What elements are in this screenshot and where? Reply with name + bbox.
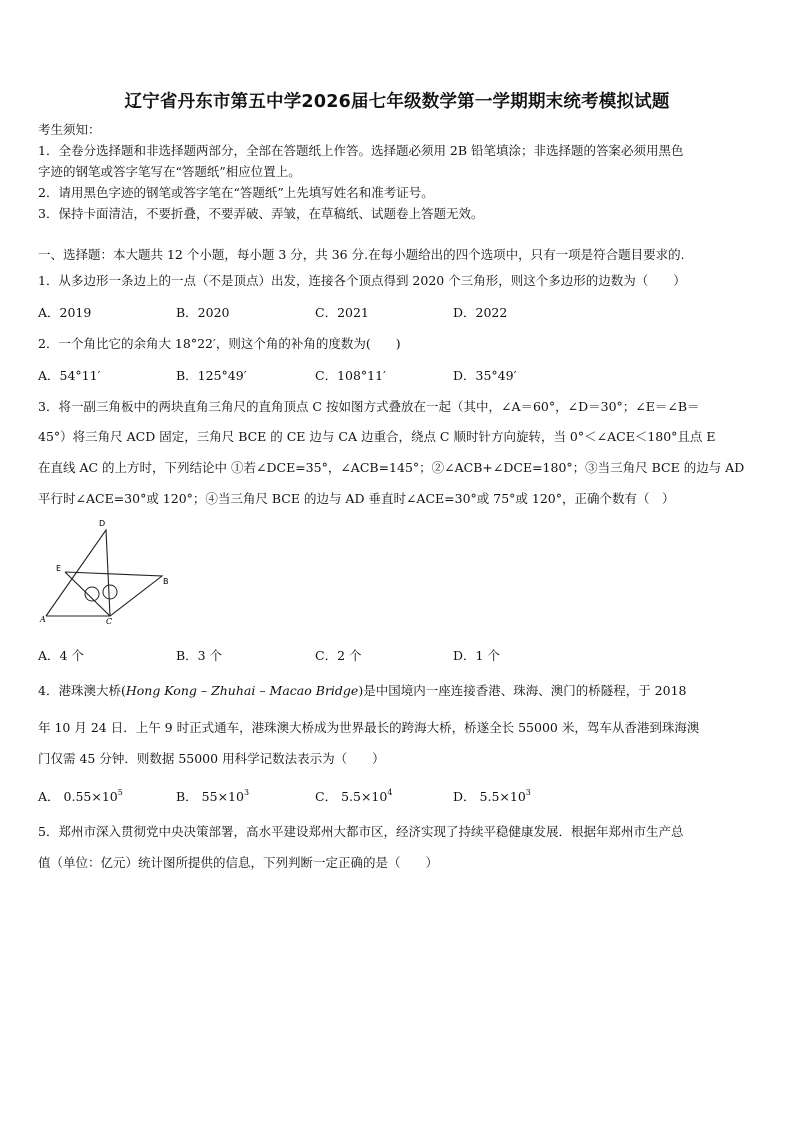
q1-stem: 1．从多边形一条边上的一点（不是顶点）出发，连接各个顶点得到 2020 个三角形，则这个多边形的边数为（ ） — [38, 273, 686, 288]
label-b: B — [163, 577, 169, 586]
q3-line-2: 45°）将三角尺 ACD 固定，三角尺 BCE 的 CE 边与 CA 边重合，绕点 C 顺时针方向旋转，当 0°＜∠ACE＜180°且点 E — [38, 429, 716, 444]
q5-line-1: 5．郑州市深入贯彻党中央决策部署，高水平建设郑州大都市区，经济实现了持续平稳健康发展．根据年郑州市生产总 — [38, 824, 684, 839]
q2-option-a: A．54°11′ — [38, 368, 101, 383]
triangle-figure — [36, 516, 176, 628]
q4-option-d-label: D． — [453, 789, 476, 804]
q4-option-c-label: C． — [315, 789, 338, 804]
q4-option-d — [453, 787, 531, 805]
section-heading: 一、选择题：本大题共 12 个小题，每小题 3 分，共 36 分.在每小题给出的四个选项中，只有一项是符合题目要求的. — [38, 247, 685, 262]
exam-title: 辽宁省丹东市第五中学2026届七年级数学第一学期期末统考模拟试题 — [124, 92, 670, 112]
q1-option-c: C．2021 — [315, 305, 369, 320]
q1-option-d: D．2022 — [453, 305, 508, 320]
q4-line-1 — [38, 681, 687, 699]
angle-arc-right — [103, 585, 117, 599]
q4-line-2: 年 10 月 24 日．上午 9 时正式通车，港珠澳大桥成为世界最长的跨海大桥，桥遂全长 55000 米，驾车从香港到珠海澳 — [38, 720, 700, 735]
q4-option-a-label: A． — [38, 789, 60, 804]
label-e: E — [56, 564, 62, 573]
notice-line-3: 3．保持卡面清洁，不要折叠，不要弄破、弄皱，在草稿纸、试题卷上答题无效。 — [38, 206, 484, 221]
q4-line-1-start: 4．港珠澳大桥( — [38, 683, 126, 698]
q3-option-b: B．3 个 — [176, 648, 223, 663]
q4-option-b-label: B． — [176, 789, 198, 804]
notice-line-1b: 字迹的钢笔或答字笔写在“答题纸”相应位置上。 — [38, 164, 301, 179]
q4-option-c-exp: 4 — [387, 788, 393, 797]
q3-option-c: C．2 个 — [315, 648, 362, 663]
q2-option-b: B．125°49′ — [176, 368, 247, 383]
q3-option-d: D．1 个 — [453, 648, 500, 663]
q4-option-d-base: 5.5×10 — [479, 789, 526, 804]
q4-option-c-base: 5.5×10 — [341, 789, 388, 804]
notice-heading: 考生须知： — [38, 122, 101, 137]
q1-option-a: A．2019 — [38, 305, 92, 320]
label-c: C — [106, 617, 113, 626]
q4-option-b-base: 55×10 — [201, 789, 244, 804]
q4-line-3: 门仅需 45 分钟．则数据 55000 用科学记数法表示为（ ） — [38, 751, 385, 766]
q2-option-c: C．108°11′ — [315, 368, 386, 383]
q2-option-d: D．35°49′ — [453, 368, 517, 383]
notice-line-2: 2．请用黑色字迹的钢笔或答字笔在“答题纸”上先填写姓名和准考证号。 — [38, 185, 434, 200]
q4-option-d-exp: 3 — [525, 788, 531, 797]
triangle-bce — [65, 572, 162, 616]
q3-line-4: 平行时∠ACE=30°或 120°；④当三角尺 BCE 的边与 AD 垂直时∠ACE=30°或 75°或 120°，正确个数有（ ） — [38, 491, 675, 506]
q4-option-c — [315, 787, 392, 805]
q4-bridge-english: Hong Kong – Zhuhai – Macao Bridge — [125, 683, 359, 698]
q1-option-b: B．2020 — [176, 305, 230, 320]
q2-stem: 2．一个角比它的余角大 18°22′，则这个角的补角的度数为( ) — [38, 336, 401, 351]
notice-line-1: 1．全卷分选择题和非选择题两部分，全部在答题纸上作答。选择题必须用 2B 铅笔填涂；非选择题的答案必须用黑色 — [38, 143, 684, 158]
q3-line-1: 3．将一副三角板中的两块直角三角尺的直角顶点 C 按如图方式叠放在一起（其中，∠A＝60°，∠D＝30°；∠E＝∠B＝ — [38, 399, 700, 414]
q4-option-a-exp: 5 — [117, 788, 123, 797]
q4-option-a — [38, 787, 123, 805]
label-d: D — [99, 519, 106, 528]
q3-line-3: 在直线 AC 的上方时，下列结论中 ①若∠DCE=35°，∠ACB=145°；②∠ACB+∠DCE=180°；③当三角尺 BCE 的边与 AD — [38, 460, 745, 475]
q4-option-b — [176, 787, 249, 805]
q5-line-2: 值（单位：亿元）统计图所提供的信息，下列判断一定正确的是（ ） — [38, 855, 439, 870]
q4-option-a-base: 0.55×10 — [63, 789, 118, 804]
label-a: A — [40, 615, 46, 624]
q4-line-1-end: )是中国境内一座连接香港、珠海、澳门的桥隧程，于 2018 — [358, 683, 687, 698]
q3-option-a: A．4 个 — [38, 648, 84, 663]
q4-option-b-exp: 3 — [243, 788, 250, 797]
